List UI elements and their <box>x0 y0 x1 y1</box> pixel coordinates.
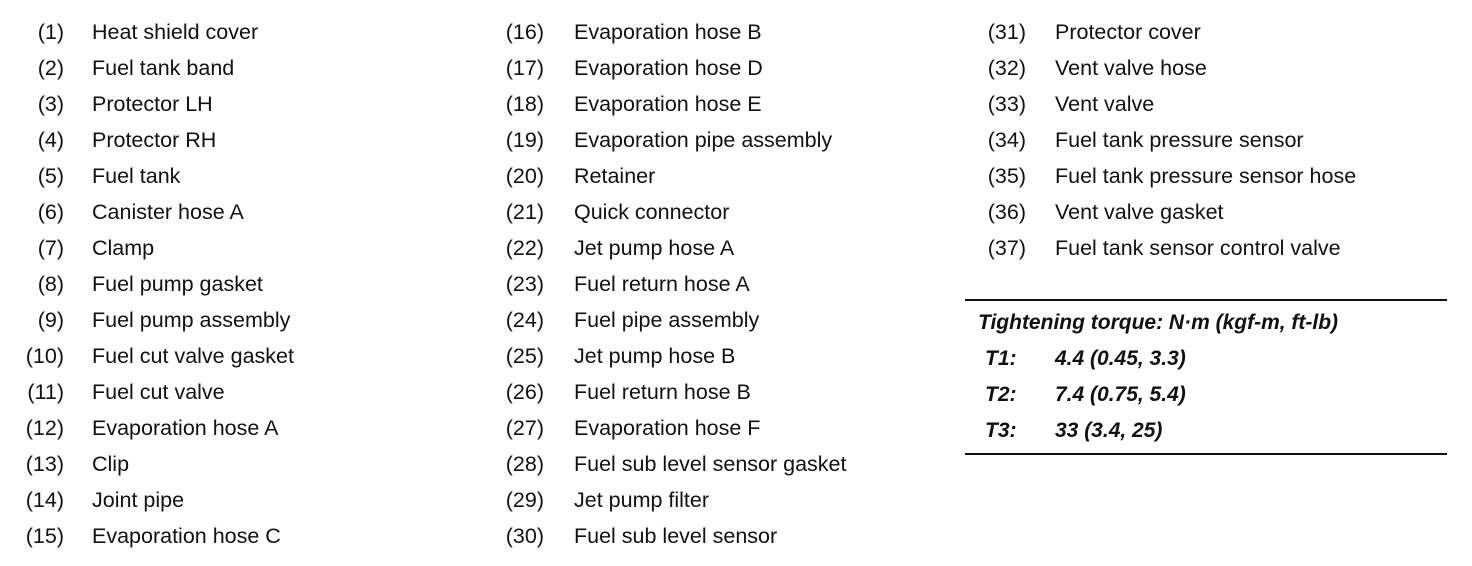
part-name: Quick connector <box>574 200 730 224</box>
torque-value: 33 (3.4, 25) <box>1055 419 1163 442</box>
part-number: (36) <box>987 200 1026 224</box>
part-name: Vent valve gasket <box>1055 200 1224 224</box>
part-name: Fuel return hose A <box>574 272 750 296</box>
part-number: (26) <box>505 380 544 404</box>
part-name: Fuel tank <box>92 164 181 188</box>
part-number: (34) <box>987 128 1026 152</box>
part-name: Fuel tank band <box>92 56 235 80</box>
part-name: Evaporation hose E <box>574 92 762 116</box>
part-name: Jet pump filter <box>574 488 710 512</box>
part-name: Protector LH <box>92 92 213 116</box>
part-name: Evaporation hose A <box>92 416 279 440</box>
tightening-torque-table <box>965 299 1447 455</box>
part-name: Fuel cut valve gasket <box>92 344 294 368</box>
part-name: Evaporation hose C <box>92 524 281 548</box>
part-name: Vent valve hose <box>1055 56 1207 80</box>
torque-key: T1: <box>985 347 1017 370</box>
part-name: Jet pump hose A <box>574 236 735 260</box>
part-number: (19) <box>505 128 544 152</box>
part-name: Evaporation pipe assembly <box>574 128 833 152</box>
part-number: (25) <box>505 344 544 368</box>
part-number: (1) <box>37 20 64 44</box>
part-number: (3) <box>37 92 64 116</box>
part-name: Fuel cut valve <box>92 380 225 404</box>
torque-key: T2: <box>985 383 1017 406</box>
part-number: (20) <box>505 164 544 188</box>
part-name: Fuel pump assembly <box>92 308 291 332</box>
torque-value: 7.4 (0.75, 5.4) <box>1055 383 1186 406</box>
part-number: (7) <box>37 236 64 260</box>
torque-row <box>965 377 1447 413</box>
part-name: Clip <box>92 452 130 476</box>
torque-key: T3: <box>985 419 1017 442</box>
part-name: Joint pipe <box>92 488 185 512</box>
part-number: (33) <box>987 92 1026 116</box>
part-number: (9) <box>37 308 64 332</box>
part-number: (13) <box>25 452 64 476</box>
part-number: (21) <box>505 200 544 224</box>
part-number: (16) <box>505 20 544 44</box>
part-number: (15) <box>25 524 64 548</box>
part-number: (32) <box>987 56 1026 80</box>
part-name: Fuel pipe assembly <box>574 308 760 332</box>
part-number: (29) <box>505 488 544 512</box>
part-number: (30) <box>505 524 544 548</box>
part-number: (2) <box>37 56 64 80</box>
part-name: Fuel sub level sensor gasket <box>574 452 847 476</box>
part-name: Clamp <box>92 236 155 260</box>
part-name: Jet pump hose B <box>574 344 736 368</box>
part-number: (27) <box>505 416 544 440</box>
part-name: Protector cover <box>1055 20 1201 44</box>
part-number: (23) <box>505 272 544 296</box>
part-number: (12) <box>25 416 64 440</box>
torque-row <box>965 341 1447 377</box>
part-number: (28) <box>505 452 544 476</box>
part-name: Evaporation hose D <box>574 56 763 80</box>
part-number: (35) <box>987 164 1026 188</box>
part-name: Fuel return hose B <box>574 380 751 404</box>
part-name: Fuel tank sensor control valve <box>1055 236 1341 260</box>
part-number: (17) <box>505 56 544 80</box>
torque-row <box>965 413 1447 449</box>
part-number: (8) <box>37 272 64 296</box>
part-number: (6) <box>37 200 64 224</box>
part-name: Fuel sub level sensor <box>574 524 778 548</box>
part-number: (37) <box>987 236 1026 260</box>
part-number: (11) <box>27 380 64 404</box>
part-name: Evaporation hose B <box>574 20 762 44</box>
part-name: Fuel tank pressure sensor hose <box>1055 164 1357 188</box>
part-name: Heat shield cover <box>92 20 259 44</box>
part-name: Evaporation hose F <box>574 416 761 440</box>
part-name: Vent valve <box>1055 92 1155 116</box>
part-number: (4) <box>37 128 64 152</box>
part-name: Fuel tank pressure sensor <box>1055 128 1304 152</box>
part-name: Retainer <box>574 164 656 188</box>
part-number: (14) <box>25 488 64 512</box>
part-number: (18) <box>505 92 544 116</box>
torque-title: Tightening torque: N·m (kgf-m, ft-lb) <box>978 311 1339 334</box>
part-number: (31) <box>987 20 1026 44</box>
part-name: Fuel pump gasket <box>92 272 263 296</box>
torque-value: 4.4 (0.45, 3.3) <box>1055 347 1186 370</box>
part-number: (24) <box>505 308 544 332</box>
part-name: Canister hose A <box>92 200 244 224</box>
part-number: (10) <box>25 344 64 368</box>
part-number: (22) <box>505 236 544 260</box>
part-number: (5) <box>37 164 64 188</box>
part-name: Protector RH <box>92 128 217 152</box>
